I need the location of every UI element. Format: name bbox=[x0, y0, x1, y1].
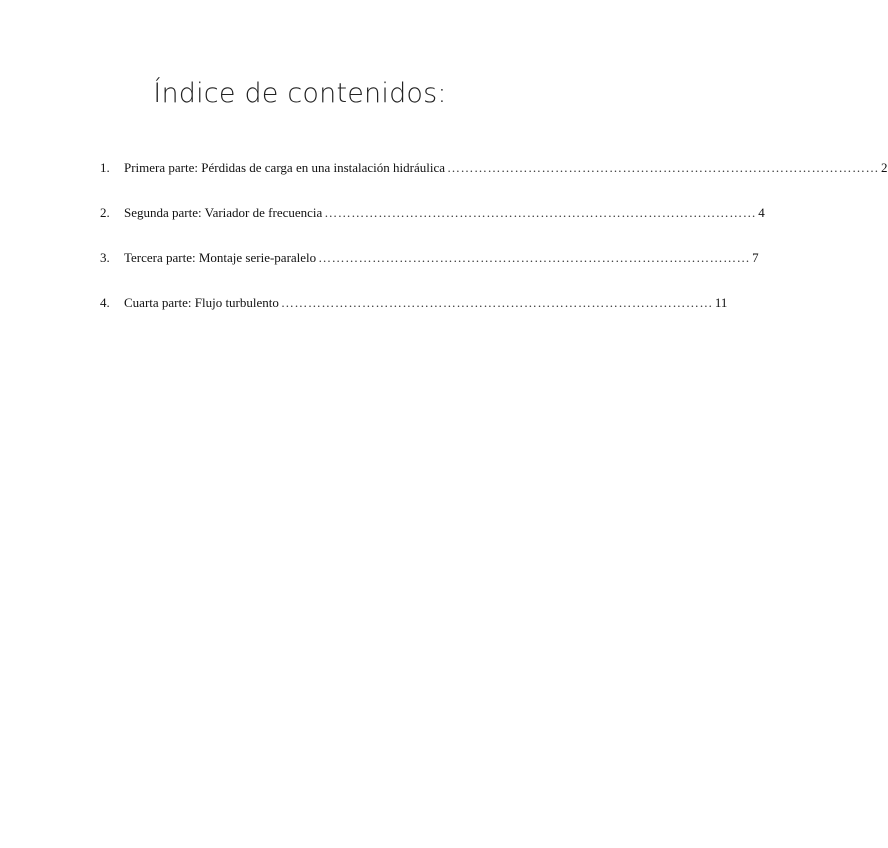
toc-item-number: 2. bbox=[100, 205, 110, 220]
page-title: Índice de contenidos: bbox=[153, 78, 447, 109]
toc-entry-line bbox=[124, 205, 765, 221]
toc-dot-leader: …………………………………………………………………………………… bbox=[324, 205, 757, 220]
toc-dot-leader: …………………………………………………………………………………… bbox=[280, 295, 713, 310]
toc-dot-leader: …………………………………………………………………………………… bbox=[318, 250, 751, 265]
toc-item-page: 11 bbox=[714, 295, 728, 310]
toc-dot-leader: …………………………………………………………………………………… bbox=[447, 160, 880, 175]
toc-item-label: Segunda parte: Variador de frecuencia bbox=[124, 205, 323, 220]
toc-item-4 bbox=[100, 295, 728, 315]
toc-item-page: 7 bbox=[752, 250, 759, 265]
toc-item-label: Cuarta parte: Flujo turbulento bbox=[124, 295, 279, 310]
toc-item-label: Tercera parte: Montaje serie-paralelo bbox=[124, 250, 317, 265]
toc-item-number: 3. bbox=[100, 250, 110, 265]
toc-entry-line bbox=[124, 250, 759, 266]
toc-item-2 bbox=[100, 205, 765, 225]
toc-item-label: Primera parte: Pérdidas de carga en una instalación hidráulica bbox=[124, 160, 446, 175]
toc-item-3 bbox=[100, 250, 759, 270]
toc-item-number: 1. bbox=[100, 160, 110, 175]
toc-item-page: 4 bbox=[758, 205, 765, 220]
toc-entry-line bbox=[124, 160, 888, 176]
table-of-contents bbox=[100, 160, 888, 340]
toc-item-number: 4. bbox=[100, 295, 110, 310]
toc-item-1 bbox=[100, 160, 888, 180]
toc-entry-line bbox=[124, 295, 728, 311]
toc-item-page: 2 bbox=[881, 160, 888, 175]
